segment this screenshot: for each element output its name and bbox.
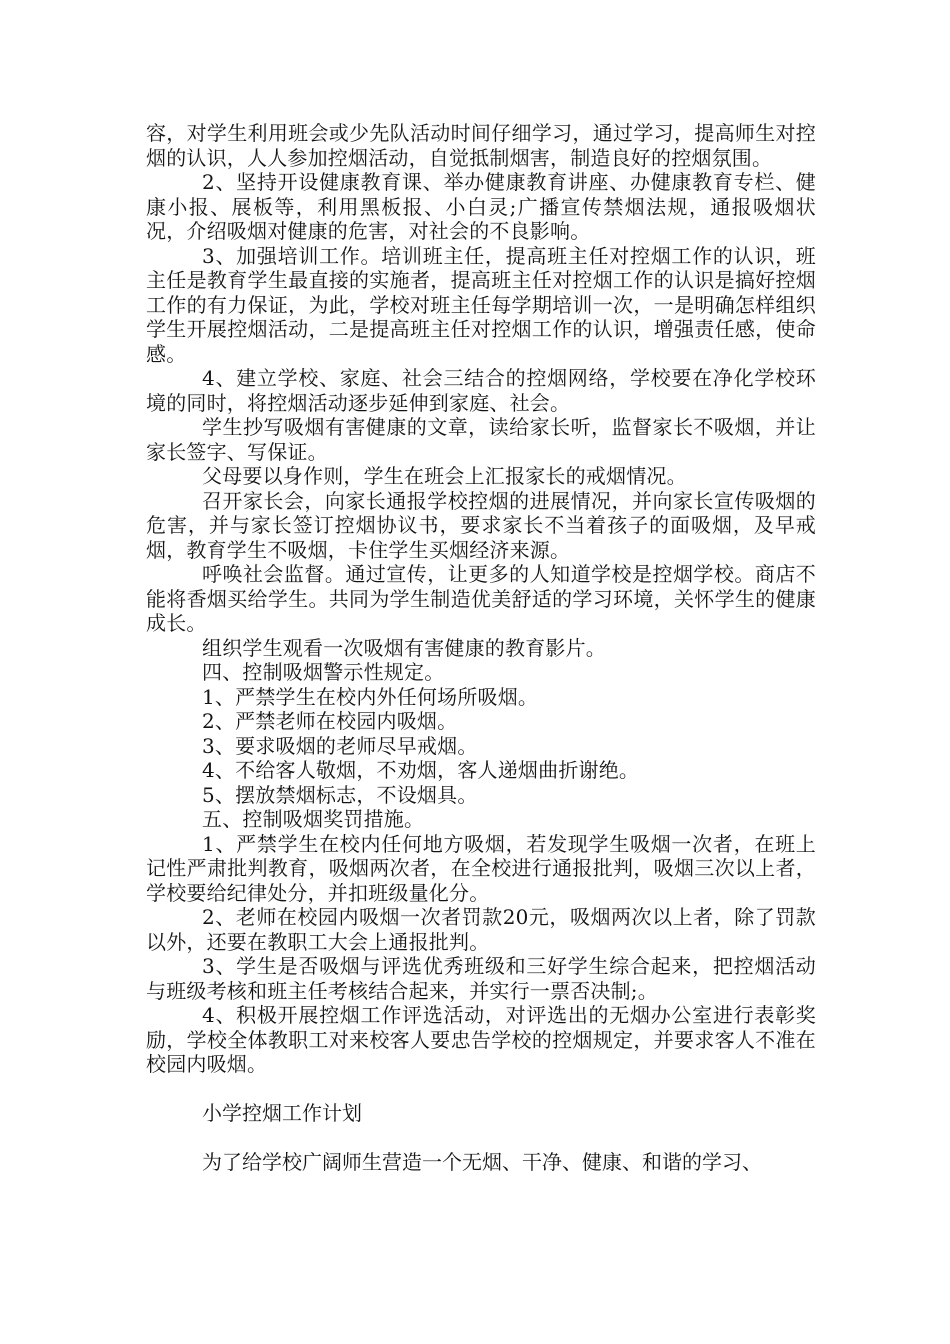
heading-section-five: 五、控制吸烟奖罚措施。 [202, 807, 425, 831]
paragraph-parents-example: 父母要以身作则，学生在班会上汇报家长的戒烟情况。 [202, 464, 687, 488]
paragraph-parent-meeting: 召开家长会，向家长通报学校控烟的进展情况，并向家长宣传吸烟的危害，并与家长签订控烟协议书，要求家长不当着孩子的面吸烟，及早戒烟，教育学生不吸烟，卡住学生买烟经济来源。 [146, 488, 816, 562]
measure-item-1: 1、严禁学生在校内任何地方吸烟，若发现学生吸烟一次者，在班上记性严肃批判教育，吸烟两次者，在全校进行通报批判，吸烟三次以上者，学校要给纪律处分，并扣班级量化分。 [146, 831, 816, 905]
measure-item-4: 4、积极开展控烟工作评选活动，对评选出的无烟办公室进行表彰奖励，学校全体教职工对来校客人要忠告学校的控烟规定，并要求客人不准在校园内吸烟。 [146, 1003, 816, 1076]
paragraph-item-2: 2、坚持开设健康教育课、举办健康教育讲座、办健康教育专栏、健康小报、展板等，利用黑板报、小白灵;广播宣传禁烟法规，通报吸烟状况，介绍吸烟对健康的危害，对社会的不良影响。 [146, 170, 816, 243]
document-body [146, 121, 816, 1175]
section-title: 小学控烟工作计划 [202, 1101, 362, 1125]
blank-line [146, 1077, 816, 1102]
rule-item-4: 4、不给客人敬烟，不劝烟，客人递烟曲折谢绝。 [202, 758, 640, 782]
blank-line [146, 1126, 816, 1151]
measure-item-3: 3、学生是否吸烟与评选优秀班级和三好学生综合起来，把控烟活动与班级考核和班主任考核结合起来，并实行一票否决制;。 [146, 954, 816, 1003]
paragraph-item-3: 3、加强培训工作。培训班主任，提高班主任对控烟工作的认识，班主任是教育学生最直接的实施者，提高班主任对控烟工作的认识是搞好控烟工作的有力保证，为此，学校对班主任每学期培训一次，一是明确怎样组织学生开展控烟活动，二是提高班主任对控烟工作的认识，增强责任感，使命感。 [146, 243, 816, 366]
measure-item-2: 2、老师在校园内吸烟一次者罚款20元，吸烟两次以上者，除了罚款以外，还要在教职工大会上通报批判。 [146, 905, 816, 954]
paragraph-continuation: 容，对学生利用班会或少先队活动时间仔细学习，通过学习，提高师生对控烟的认识，人人参加控烟活动，自觉抵制烟害，制造良好的控烟氛围。 [146, 121, 816, 170]
paragraph-film: 组织学生观看一次吸烟有害健康的教育影片。 [202, 635, 606, 660]
closing-line: 为了给学校广阔师生营造一个无烟、干净、健康、和谐的学习、 [202, 1150, 762, 1174]
rule-item-1: 1、严禁学生在校内外任何场所吸烟。 [202, 684, 539, 709]
rule-item-5: 5、摆放禁烟标志，不设烟具。 [202, 782, 478, 807]
paragraph-item-4: 4、建立学校、家庭、社会三结合的控烟网络，学校要在净化学校环境的同时，将控烟活动逐步延伸到家庭、社会。 [146, 366, 816, 415]
rule-item-2: 2、严禁老师在校园内吸烟。 [202, 709, 458, 733]
paragraph-student-copy: 学生抄写吸烟有害健康的文章，读给家长听，监督家长不吸烟，并让家长签字、写保证。 [146, 415, 816, 464]
rule-item-3: 3、要求吸烟的老师尽早戒烟。 [202, 733, 478, 758]
heading-section-four: 四、控制吸烟警示性规定。 [202, 660, 445, 684]
paragraph-social-supervision: 呼唤社会监督。通过宣传，让更多的人知道学校是控烟学校。商店不能将香烟买给学生。共同为学生制造优美舒适的学习环境，关怀学生的健康成长。 [146, 562, 816, 635]
